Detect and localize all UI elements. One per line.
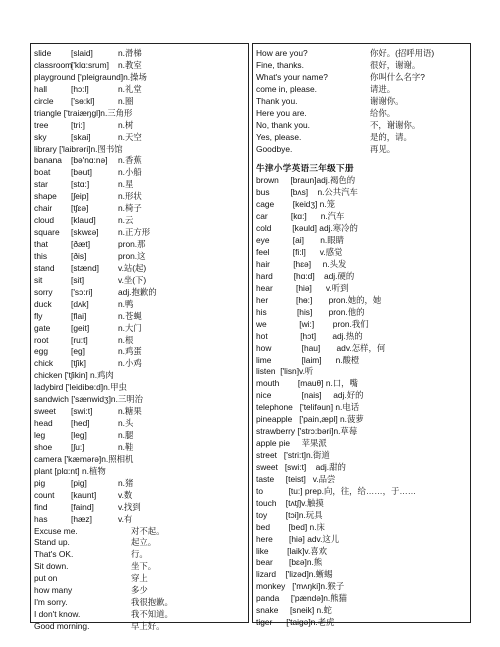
vocab-word: duck — [34, 298, 52, 309]
phrase-chinese: 穿上 — [131, 573, 148, 584]
vocab-entry-text: eye [ai] n.眼睛 — [256, 235, 344, 246]
vocab-entry — [253, 617, 470, 629]
vocab-phonetic: [eg] — [71, 346, 85, 357]
vocab-phonetic: [ðis] — [71, 250, 87, 261]
vocab-meaning: n.糖果 — [118, 406, 142, 417]
vocab-entry — [253, 426, 470, 438]
phrase-english: put on — [34, 573, 58, 584]
vocab-entry — [31, 323, 248, 335]
right-column — [252, 43, 471, 628]
vocab-word: square — [34, 227, 60, 238]
vocab-entry-text: hair [hɛə] n.头发 — [256, 259, 347, 269]
vocab-meaning: n.苍蝇 — [118, 310, 142, 321]
phrase-english: Thank you. — [256, 95, 298, 106]
vocab-entry-text: bus [bʌs] n.公共汽车 — [256, 187, 358, 198]
vocab-entry-text: hear [hiə] v.听到 — [256, 282, 349, 293]
vocab-phonetic: [dʌk] — [71, 298, 89, 309]
phrase-chinese: 早上好。 — [131, 621, 165, 631]
vocab-entry-text: hot [hɔt] adj.热的 — [256, 330, 363, 341]
vocab-meaning: n.鞋 — [118, 441, 134, 452]
vocab-meaning: n.圈 — [118, 95, 134, 106]
vocab-phonetic: [ʃeip] — [71, 191, 89, 202]
vocab-phonetic: [kaunt] — [71, 489, 97, 500]
vocab-word: fly — [34, 310, 43, 321]
vocab-word: sorry — [34, 286, 53, 297]
vocab-meaning: n.滑梯 — [118, 48, 142, 58]
vocab-entry-text: lizard ['lizəd]n.蜥蜴 — [256, 569, 333, 580]
vocab-entry — [253, 546, 470, 558]
vocab-phonetic: ['sɵ:kl] — [71, 95, 95, 106]
vocab-entry — [31, 215, 248, 227]
vocab-entry-text: his [his] pron.他的 — [256, 306, 365, 317]
vocab-entry-text: telephone ['telifəun] n.电话 — [256, 402, 360, 413]
phrase-entry — [253, 132, 470, 144]
vocab-entry-text: toy [tɔi]n.玩具 — [256, 509, 323, 520]
vocab-entry — [31, 382, 248, 394]
vocab-entry-text: nice [nais] adj.好的 — [256, 390, 364, 401]
vocab-entry — [253, 486, 470, 498]
vocab-entry-text: here [hiə] adv.这儿 — [256, 533, 340, 544]
vocab-entry — [253, 522, 470, 534]
vocab-entry — [253, 199, 470, 211]
vocab-entry — [31, 335, 248, 347]
vocab-entry-text: bear [bɛə]n.熊 — [256, 557, 323, 568]
phrase-entry — [253, 144, 470, 156]
vocab-entry — [253, 307, 470, 319]
vocab-entry — [253, 569, 470, 581]
phrase-english: I don't know. — [34, 609, 81, 620]
vocab-entry-text: triangle ['traiæŋɡl]n.三角形 — [34, 107, 133, 118]
vocab-entry-text: lime [laim] n.酸橙 — [256, 354, 360, 365]
vocab-meaning: n.树 — [118, 119, 134, 130]
vocab-phonetic: [tʃik] — [71, 358, 86, 369]
phrase-english: Good morning. — [34, 621, 90, 631]
vocab-word: chick — [34, 358, 54, 369]
vocab-word: that — [34, 239, 48, 249]
phrase-chinese: 再见。 — [370, 143, 396, 154]
vocab-word: slide — [34, 48, 52, 58]
vocab-entry — [253, 593, 470, 605]
vocab-entry — [253, 187, 470, 199]
vocab-meaning: n.鸡蛋 — [118, 346, 142, 357]
vocab-entry — [31, 179, 248, 191]
phrase-entry — [31, 549, 248, 561]
vocab-phonetic: [hɔ:l] — [71, 83, 89, 94]
vocab-entry — [31, 60, 248, 72]
vocab-entry — [253, 438, 470, 450]
phrase-english: Excuse me. — [34, 525, 78, 536]
vocab-entry — [31, 227, 248, 239]
phrase-chinese: 请进。 — [370, 83, 396, 94]
vocab-meaning: n.教室 — [118, 59, 142, 70]
vocab-word: root — [34, 334, 49, 345]
vocab-entry — [31, 442, 248, 454]
vocab-phonetic: [ru:t] — [71, 334, 88, 345]
vocab-word: sit — [34, 274, 43, 285]
vocab-phonetic: [skai] — [71, 131, 91, 142]
phrase-english: No, thank you. — [256, 119, 311, 130]
vocab-entry — [31, 108, 248, 120]
vocab-entry — [253, 295, 470, 307]
vocab-entry — [253, 378, 470, 390]
phrase-entry — [31, 561, 248, 573]
vocab-entry-text: strawberry ['strɔ:bəri]n.草莓 — [256, 426, 358, 437]
vocab-phonetic: [sit] — [71, 274, 85, 285]
phrase-english: Fine, thanks. — [256, 59, 304, 70]
vocab-word: pig — [34, 477, 46, 488]
phrase-chinese: 我不知道。 — [131, 609, 173, 620]
vocab-word: chair — [34, 203, 53, 214]
vocab-meaning: n.头 — [118, 418, 134, 429]
vocab-entry — [253, 498, 470, 510]
vocab-entry — [253, 450, 470, 462]
vocab-phonetic: [stɑ:] — [71, 179, 90, 190]
phrase-english: how many — [34, 585, 73, 596]
vocab-entry-text: like [laik]v.喜欢 — [256, 545, 328, 556]
phrase-chinese: 坐下。 — [131, 561, 157, 572]
phrase-chinese: 是的，请。 — [370, 131, 412, 142]
vocab-meaning: n.小鸡 — [118, 358, 142, 369]
vocab-word: has — [34, 513, 48, 524]
phrase-english: Goodbye. — [256, 143, 293, 154]
vocab-entry — [253, 474, 470, 486]
vocab-meaning: n.天空 — [118, 131, 142, 142]
phrase-english: I'm sorry. — [34, 597, 68, 608]
vocab-word: find — [34, 501, 48, 512]
vocab-entry-text: car [kɑ:] n.汽车 — [256, 211, 345, 222]
vocab-entry — [31, 167, 248, 179]
phrase-entry — [31, 585, 248, 597]
vocab-entry-text: ladybird ['leidibɵ:d]n.甲虫 — [34, 382, 127, 393]
vocab-entry — [253, 223, 470, 235]
phrase-english: What's your name? — [256, 71, 328, 82]
vocab-phonetic: [ʃu:] — [71, 441, 85, 452]
phrase-english: Yes, please. — [256, 131, 302, 142]
phrase-entry — [253, 60, 470, 72]
phrase-english: That's OK. — [34, 549, 74, 560]
vocab-entry — [31, 394, 248, 406]
vocab-entry — [253, 235, 470, 247]
phrase-english: Here you are. — [256, 107, 307, 118]
vocab-entry — [253, 355, 470, 367]
phrase-chinese: 你好。(招呼用语) — [370, 48, 435, 58]
vocab-entry — [253, 211, 470, 223]
vocab-entry-text: monkey ['mʌŋki]n.猴子 — [256, 581, 345, 592]
vocab-meaning: n.鸭 — [118, 298, 134, 309]
phrase-english: come in, please. — [256, 83, 317, 94]
phrase-chinese: 多少 — [131, 585, 148, 596]
vocab-entry-text: street ['stri:t]n.街道 — [256, 450, 330, 460]
vocab-entry — [253, 402, 470, 414]
vocab-entry — [31, 239, 248, 251]
phrase-entry — [31, 621, 248, 633]
vocab-phonetic: [geit] — [71, 322, 90, 333]
vocab-meaning: n.小船 — [118, 167, 142, 178]
vocab-word: classroom — [34, 59, 73, 70]
vocab-entry-text: plant [plɑ:nt] n.植物 — [34, 465, 106, 476]
vocab-meaning: v.找到 — [118, 501, 141, 512]
vocab-phonetic: [bəut] — [71, 167, 92, 178]
vocab-meaning: n.香蕉 — [118, 155, 142, 166]
vocab-entry-text: chicken ['tʃikin] n.鸡肉 — [34, 370, 114, 381]
vocab-entry — [31, 275, 248, 287]
vocab-entry-text: library ['laibrəri]n.图书馆 — [34, 143, 123, 154]
vocab-entry — [31, 466, 248, 478]
phrase-chinese: 给你。 — [370, 107, 396, 118]
vocab-entry-text: feel [fi:l] v.感觉 — [256, 247, 343, 258]
phrase-english: Sit down. — [34, 561, 69, 572]
phrase-entry — [31, 526, 248, 538]
vocab-entry — [31, 490, 248, 502]
vocab-entry — [253, 414, 470, 426]
section-heading: 牛津小学英语三年级下册 — [256, 163, 354, 174]
vocab-word: banana — [34, 155, 62, 166]
vocab-word: this — [34, 250, 48, 261]
vocab-entry-text: hard [hɑ:d] adj.硬的 — [256, 270, 355, 281]
vocab-meaning: n.大门 — [118, 322, 142, 333]
vocab-entry — [31, 430, 248, 442]
vocab-phonetic: [bə'nɑ:nə] — [71, 155, 108, 166]
vocab-entry — [253, 343, 470, 355]
vocab-entry — [253, 605, 470, 617]
vocab-entry-text: how [hau] adv.怎样，何 — [256, 342, 386, 353]
vocab-phonetic: [stænd] — [71, 262, 99, 273]
phrase-entry — [253, 120, 470, 132]
vocab-meaning: n.猪 — [118, 477, 134, 488]
vocab-word: gate — [34, 322, 51, 333]
vocab-entry-text: snake [sneik] n.蛇 — [256, 605, 332, 616]
phrase-entry — [253, 48, 470, 60]
vocab-meaning: adj.抱歉的 — [118, 286, 157, 297]
vocab-entry — [31, 299, 248, 311]
vocab-entry — [31, 370, 248, 382]
phrase-entry — [253, 72, 470, 84]
vocab-entry — [31, 251, 248, 263]
vocab-entry — [31, 48, 248, 60]
vocab-entry-text: her [hɵ:] pron.她的，她 — [256, 294, 382, 305]
phrase-entry — [31, 597, 248, 609]
phrase-chinese: 我很抱歉。 — [131, 597, 173, 608]
vocab-meaning: n.腿 — [118, 430, 134, 440]
vocab-entry — [31, 514, 248, 526]
phrase-chinese: 起立。 — [131, 537, 157, 548]
vocab-phonetic: [flai] — [71, 310, 87, 321]
phrase-chinese: 不，谢谢你。 — [370, 119, 421, 130]
vocab-word: sweet — [34, 406, 56, 417]
vocab-entry-text: listen ['lisn]v.听 — [256, 366, 314, 377]
vocab-meaning: n.形状 — [118, 191, 142, 202]
vocab-entry — [31, 418, 248, 430]
vocab-entry — [253, 557, 470, 569]
phrase-entry — [31, 573, 248, 585]
vocab-entry-text: camera ['kæmərə]n.照相机 — [34, 453, 134, 464]
vocab-word: cloud — [34, 215, 55, 226]
vocab-phonetic: [tri:] — [71, 119, 85, 130]
vocab-entry — [31, 155, 248, 167]
vocab-phonetic: ['klɑ:srum] — [71, 59, 109, 70]
phrase-chinese: 谢谢你。 — [370, 95, 404, 106]
vocab-meaning: v.有 — [118, 513, 133, 524]
vocab-meaning: n.正方形 — [118, 227, 151, 238]
vocab-entry — [31, 346, 248, 358]
vocab-meaning: v.站(起) — [118, 262, 147, 273]
vocab-entry — [31, 502, 248, 514]
vocab-word: head — [34, 418, 53, 429]
vocab-entry — [253, 259, 470, 271]
vocab-entry — [31, 144, 248, 156]
vocab-entry-text: playground ['pleiɡraund]n.操场 — [34, 71, 147, 82]
phrase-chinese: 行。 — [131, 549, 148, 560]
vocab-entry — [31, 263, 248, 275]
vocab-entry — [31, 72, 248, 84]
vocab-phonetic: [swi:t] — [71, 406, 93, 417]
vocab-meaning: n.礼堂 — [118, 83, 142, 94]
vocab-entry-text: cold [kəuld] adj.寒冷的 — [256, 223, 358, 234]
vocab-word: circle — [34, 95, 54, 106]
vocab-phonetic: [klaud] — [71, 215, 96, 226]
phrase-entry — [253, 96, 470, 108]
phrase-entry — [253, 84, 470, 96]
vocab-word: count — [34, 489, 55, 500]
vocab-entry-text: tiger ['taigə]n.老虎 — [256, 617, 335, 628]
vocab-entry — [253, 390, 470, 402]
vocab-meaning: pron.这 — [118, 250, 146, 261]
vocab-entry — [253, 581, 470, 593]
phrase-entry — [31, 537, 248, 549]
vocab-entry — [31, 120, 248, 132]
vocab-meaning: n.椅子 — [118, 203, 142, 214]
vocab-entry-text: apple pie 苹果派 — [256, 438, 327, 449]
vocab-word: tree — [34, 119, 49, 130]
vocab-entry — [253, 319, 470, 331]
phrase-english: Stand up. — [34, 537, 70, 548]
vocab-entry — [253, 510, 470, 522]
phrase-entry — [31, 609, 248, 621]
vocab-phonetic: [skwɛə] — [71, 227, 99, 238]
vocab-entry — [253, 462, 470, 474]
vocab-phonetic: [ðæt] — [71, 239, 91, 249]
vocab-entry — [253, 366, 470, 378]
vocab-meaning: n.根 — [118, 334, 134, 345]
vocab-phonetic: [hed] — [71, 418, 90, 429]
vocab-phonetic: [faind] — [71, 501, 94, 512]
vocab-phonetic: ['sɔ:ri] — [71, 286, 93, 297]
vocab-entry — [31, 358, 248, 370]
phrase-english: How are you? — [256, 48, 308, 58]
vocab-entry — [31, 191, 248, 203]
vocab-phonetic: [slaid] — [71, 48, 93, 58]
vocab-entry-text: sandwich ['sænwidʒ]n.三明治 — [34, 394, 144, 405]
vocab-entry — [253, 283, 470, 295]
vocab-meaning: n.星 — [118, 179, 134, 190]
vocab-entry — [253, 534, 470, 546]
vocab-phonetic: [leg] — [71, 430, 87, 440]
vocab-word: shape — [34, 191, 57, 202]
vocab-entry — [253, 271, 470, 283]
vocab-entry — [31, 311, 248, 323]
vocab-word: star — [34, 179, 48, 190]
vocab-entry — [31, 287, 248, 299]
vocab-entry-text: pineapple ['pain,æpl] n.菠萝 — [256, 414, 364, 425]
vocab-entry — [31, 478, 248, 490]
vocab-entry-text: mouth [mauθ] n.口，嘴 — [256, 378, 358, 389]
vocab-entry-text: sweet [swi:t] adj.甜的 — [256, 461, 346, 472]
vocab-entry — [31, 132, 248, 144]
vocab-entry-text: to [tu:] prep.向，往，给……，于…… — [256, 485, 417, 496]
phrase-chinese: 很好，谢谢。 — [370, 59, 421, 70]
vocab-entry — [253, 331, 470, 343]
vocab-entry-text: taste [teist] v.品尝 — [256, 473, 336, 484]
vocab-entry-text: cage [keidʒ] n.笼 — [256, 199, 336, 210]
vocab-entry — [31, 406, 248, 418]
vocab-word: leg — [34, 430, 46, 440]
vocab-word: shoe — [34, 441, 53, 452]
vocab-meaning: v.数 — [118, 489, 133, 500]
phrase-entry — [253, 108, 470, 120]
vocab-phonetic: [pig] — [71, 477, 87, 488]
vocab-entry — [253, 247, 470, 259]
vocab-meaning: n.云 — [118, 215, 134, 226]
vocab-entry — [31, 454, 248, 466]
phrase-chinese: 对不起。 — [131, 525, 165, 536]
phrase-chinese: 你叫什么名字? — [370, 71, 425, 82]
vocab-meaning: pron.那 — [118, 239, 146, 249]
vocab-phonetic: [hæz] — [71, 513, 92, 524]
left-column — [30, 43, 249, 631]
vocab-word: boat — [34, 167, 51, 178]
vocab-entry-text: touch [tʌtʃ]v.触摸 — [256, 497, 324, 508]
vocab-entry — [31, 84, 248, 96]
vocab-meaning: v.坐(下) — [118, 274, 147, 285]
vocab-entry-text: panda ['pændə]n.熊猫 — [256, 593, 347, 604]
vocab-entry-text: we [wi:] pron.我们 — [256, 318, 369, 329]
vocab-word: stand — [34, 262, 55, 273]
vocab-word: sky — [34, 131, 47, 142]
vocab-entry-text: brown [braun]adj.褐色的 — [256, 175, 356, 186]
vocab-word: egg — [34, 346, 48, 357]
vocab-entry — [253, 175, 470, 187]
vocab-phonetic: [tʃɛə] — [71, 203, 89, 214]
vocab-entry-text: bed [bed] n.床 — [256, 521, 325, 532]
vocab-entry — [31, 96, 248, 108]
vocab-word: hall — [34, 83, 48, 94]
vocab-entry — [31, 203, 248, 215]
